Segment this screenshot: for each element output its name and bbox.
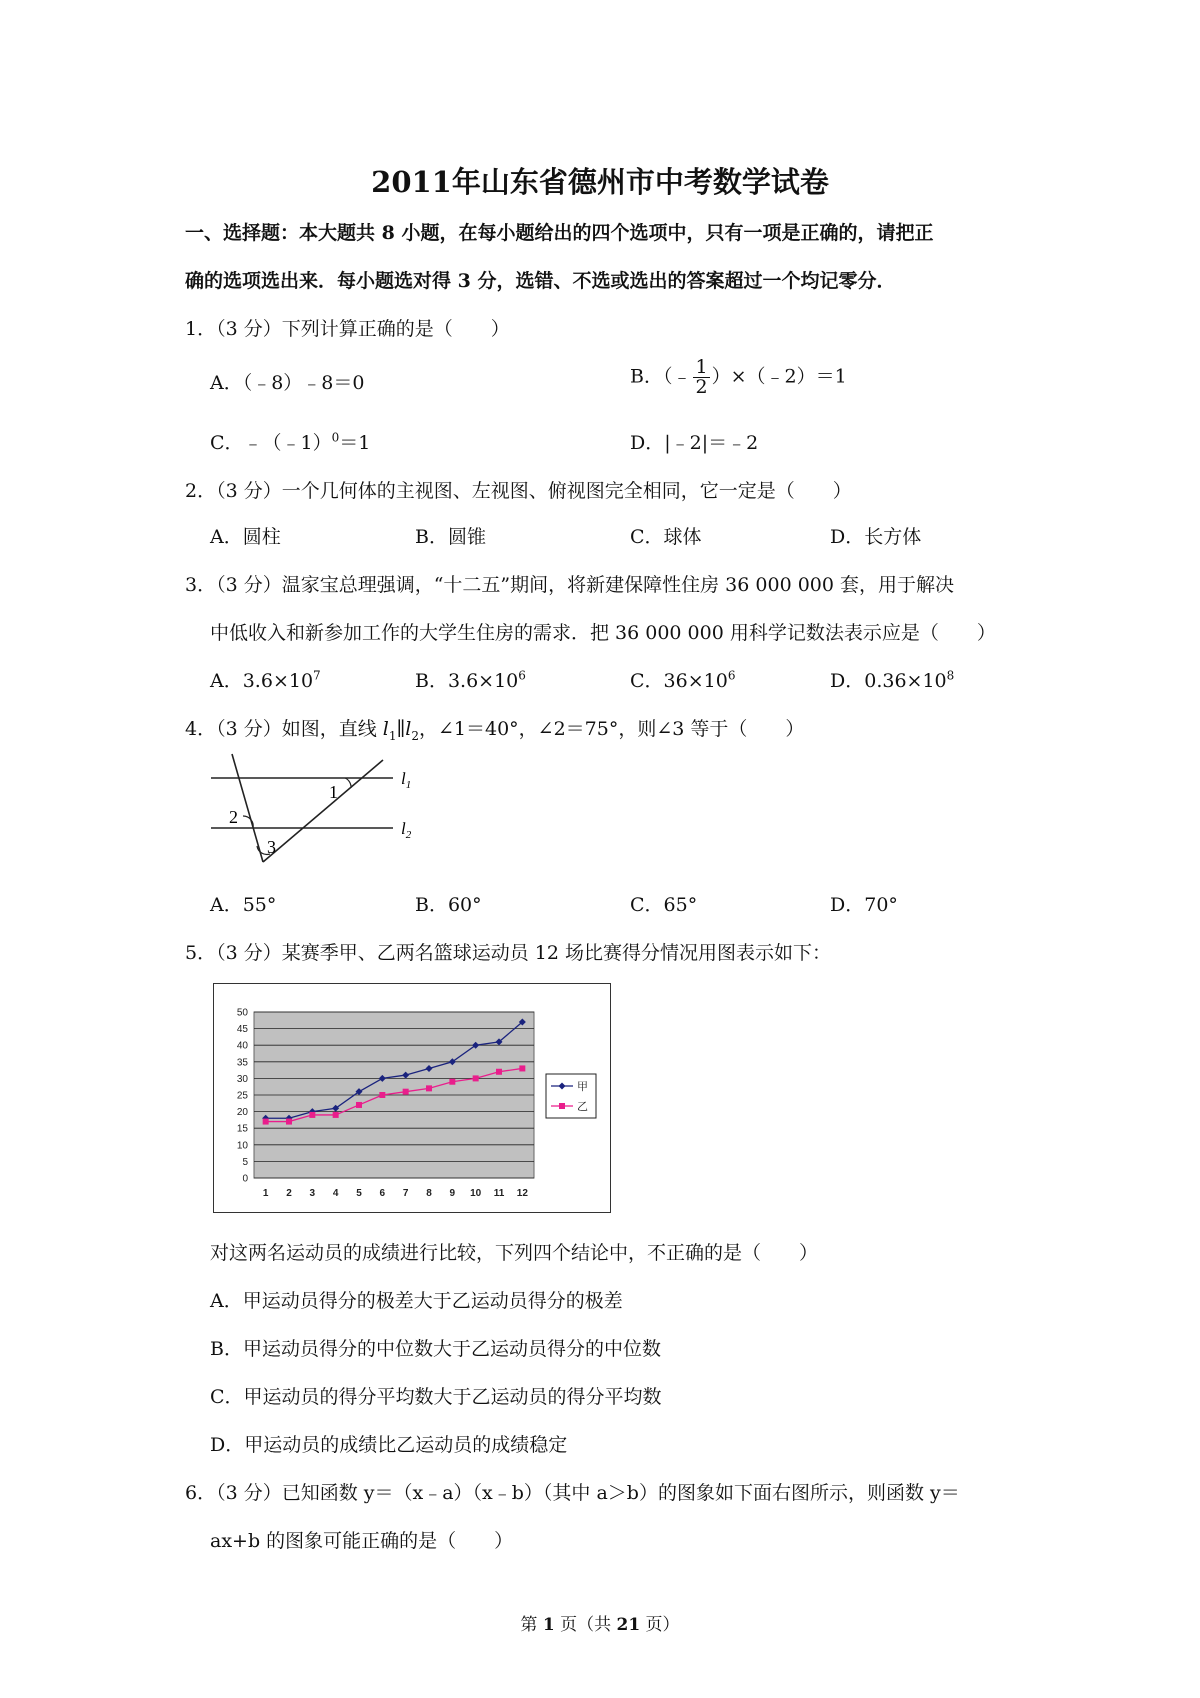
x-tick-label: 1 (262, 1188, 269, 1199)
legend-label-1: 甲 (577, 1080, 588, 1093)
q4-option-c: C．65° (630, 894, 698, 916)
q2-option-a: A．圆柱 (210, 526, 281, 548)
q5-score-line-chart (214, 984, 610, 1212)
q1-b-prefix: B．（﹣ (630, 365, 692, 388)
q4-option-d: D．70° (830, 894, 898, 916)
x-tick-label: 12 (516, 1188, 528, 1199)
q3-c-exponent: 6 (727, 668, 736, 683)
series-2-point (496, 1069, 502, 1075)
legend-box (546, 1074, 596, 1118)
q4-parallel: ∥ (396, 718, 406, 740)
section-header-line1: 一、选择题：本大题共 8 小题，在每小题给出的四个选项中，只有一项是正确的，请把正 (185, 222, 934, 244)
y-tick-label: 10 (236, 1140, 248, 1152)
series-2-point (286, 1119, 292, 1125)
q5-option-c: C．甲运动员的得分平均数大于乙运动员的得分平均数 (210, 1386, 662, 1408)
x-tick-label: 5 (356, 1188, 362, 1199)
y-tick-label: 30 (236, 1073, 248, 1085)
q5-stem: 5．（3 分）某赛季甲、乙两名篮球运动员 12 场比赛得分情况用图表示如下： (185, 942, 831, 964)
series-2-point (356, 1102, 362, 1108)
x-tick-label: 11 (493, 1188, 505, 1199)
q1-c-exponent: 0 (331, 430, 340, 445)
q4-line-l1: l (382, 718, 389, 740)
angle-1-arc (345, 778, 351, 788)
q3-c-base: C．36×10 (630, 670, 728, 692)
label-l1: $l_1$ (401, 769, 412, 791)
transversal-right (263, 760, 383, 862)
footer-suffix: 页） (640, 1615, 680, 1635)
y-tick-label: 5 (242, 1156, 248, 1168)
q5-option-a: A．甲运动员得分的极差大于乙运动员得分的极差 (210, 1290, 623, 1312)
y-tick-label: 35 (236, 1057, 248, 1069)
footer-prefix: 第 (520, 1615, 543, 1635)
y-tick-label: 15 (236, 1123, 248, 1135)
q3-stem-line2: 中低收入和新参加工作的大学生住房的需求．把 36 000 000 用科学记数法表示应是（ ） (210, 622, 996, 644)
series-2-point (263, 1119, 269, 1125)
q5-chart-frame (213, 983, 611, 1213)
fraction-numerator: 1 (695, 356, 708, 378)
q1-c-prefix: C．﹣（﹣1） (210, 432, 332, 454)
x-tick-label: 3 (309, 1188, 316, 1199)
q3-stem-line1: 3．（3 分）温家宝总理强调，“十二五”期间，将新建保障性住房 36 000 000 套，用于解决 (185, 574, 955, 596)
q3-b-base: B．3.6×10 (415, 670, 519, 692)
x-tick-label: 9 (449, 1188, 456, 1199)
series-2-point (333, 1112, 339, 1118)
q5-option-d: D．甲运动员的成绩比乙运动员的成绩稳定 (210, 1434, 568, 1456)
x-tick-label: 7 (402, 1188, 409, 1199)
x-tick-label: 8 (426, 1188, 432, 1199)
series-2-point (426, 1085, 432, 1091)
y-tick-label: 20 (236, 1107, 248, 1119)
q1-option-c (210, 428, 370, 455)
x-tick-label: 2 (286, 1188, 292, 1199)
legend-marker-2 (559, 1103, 565, 1109)
x-tick-label: 10 (470, 1188, 482, 1199)
q4-stem-suffix: ，∠1＝40°，∠2＝75°，则∠3 等于（ ） (418, 718, 805, 740)
y-tick-label: 25 (236, 1090, 248, 1102)
y-tick-label: 0 (242, 1173, 248, 1185)
q1-stem: 1．（3 分）下列计算正确的是（ ） (185, 318, 510, 340)
q3-b-exponent: 6 (518, 668, 526, 683)
q2-stem: 2．（3 分）一个几何体的主视图、左视图、俯视图完全相同，它一定是（ ） (185, 480, 852, 502)
series-2-point (519, 1065, 525, 1071)
legend-label-2: 乙 (577, 1100, 588, 1113)
series-2-point (379, 1092, 385, 1098)
footer-page-number: 1 (542, 1615, 555, 1635)
q3-d-exponent: 8 (946, 668, 955, 683)
q6-stem-line1: 6．（3 分）已知函数 y＝（x﹣a）（x﹣b）（其中 a＞b）的图象如下面右图所示，则函数 y＝ (185, 1482, 960, 1504)
q1-option-b (630, 358, 847, 397)
q3-a-exponent: 7 (313, 668, 321, 683)
series-2-point (309, 1112, 315, 1118)
q1-b-fraction (693, 358, 709, 397)
q3-option-b (415, 666, 526, 693)
x-tick-label: 6 (379, 1188, 386, 1199)
x-tick-label: 4 (332, 1188, 339, 1199)
q1-c-suffix: ＝1 (339, 432, 371, 454)
q1-b-suffix: ）×（﹣2）＝1 (711, 365, 847, 388)
q1-option-d: D．|﹣2|＝﹣2 (630, 432, 759, 454)
q3-d-base: D．0.36×10 (830, 670, 947, 692)
q3-option-c (630, 666, 735, 693)
q6-stem-line2: ax+b 的图象可能正确的是（ ） (210, 1530, 514, 1552)
section-header-line2: 确的选项选出来．每小题选对得 3 分，选错、不选或选出的答案超过一个均记零分． (185, 270, 896, 292)
y-tick-label: 45 (236, 1024, 248, 1036)
q4-line-l2: l (405, 718, 412, 740)
label-l2: $l_2$ (401, 819, 412, 841)
footer-middle: 页（共 (554, 1615, 617, 1635)
q4-option-b: B．60° (415, 894, 482, 916)
q4-stem-prefix: 4．（3 分）如图，直线 (185, 718, 383, 740)
series-2-point (449, 1079, 455, 1085)
angle-label-1: 1 (329, 782, 338, 802)
angle-label-3: 3 (267, 837, 276, 857)
footer-total-pages: 21 (616, 1615, 641, 1635)
q4-stem (185, 714, 804, 741)
angle-label-2: 2 (229, 807, 238, 827)
q3-a-base: A．3.6×10 (210, 670, 314, 692)
q4-sub2: 2 (411, 728, 419, 743)
q3-option-a (210, 666, 321, 693)
q2-option-b: B．圆锥 (415, 526, 486, 548)
q3-option-d (830, 666, 954, 693)
q4-parallel-lines-figure (205, 750, 445, 870)
y-tick-label: 50 (236, 1007, 248, 1019)
q5-option-b: B．甲运动员得分的中位数大于乙运动员得分的中位数 (210, 1338, 661, 1360)
q2-option-c: C．球体 (630, 526, 702, 548)
series-2-point (403, 1089, 409, 1095)
series-2-point (473, 1075, 479, 1081)
y-tick-label: 40 (236, 1040, 248, 1052)
q2-option-d: D．长方体 (830, 526, 922, 548)
fraction-denominator: 2 (695, 376, 708, 398)
page-footer (0, 1610, 1200, 1635)
page-title: 2011年山东省德州市中考数学试卷 (371, 165, 829, 199)
q1-option-a: A．（﹣8）﹣8＝0 (210, 372, 365, 394)
q4-sub1: 1 (388, 728, 397, 743)
q5-question: 对这两名运动员的成绩进行比较，下列四个结论中，不正确的是（ ） (210, 1242, 819, 1264)
q4-option-a: A．55° (210, 894, 277, 916)
